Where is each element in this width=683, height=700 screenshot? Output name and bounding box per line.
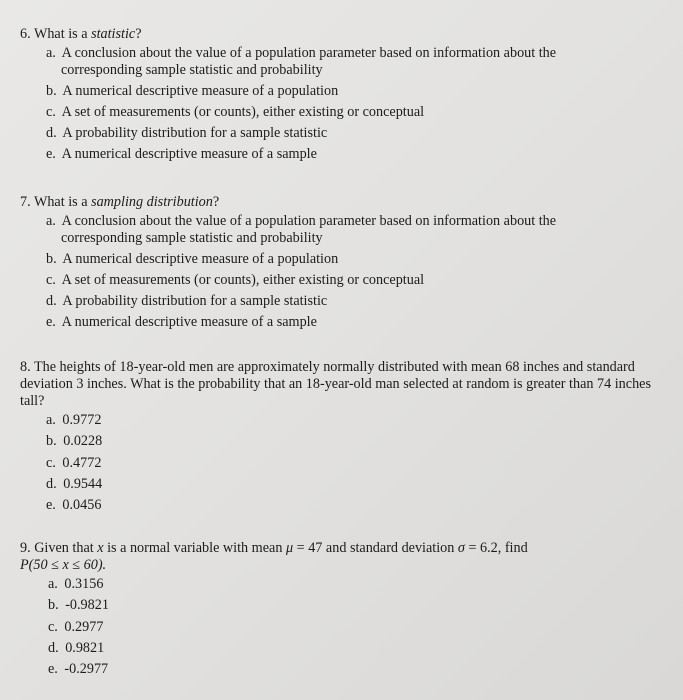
question-7-option-d: d. A probability distribution for a sample statistic <box>46 293 328 309</box>
question-6-option-a: a. A conclusion about the value of a population parameter based on information about the corresponding sample statistic and probability <box>46 45 557 78</box>
question-9-option-c: c. 0.2977 <box>48 618 104 635</box>
question-8-stem: 8. The heights of 18-year-old men are approximately normally distributed with mean 68 inches and standard deviation 3 inches. What is the probability that an 18-year-old man selected at random is greater than 74 inches tall? <box>20 359 651 409</box>
question-6 <box>20 26 670 167</box>
question-8-option-a: a. 0.9772 <box>46 412 102 428</box>
question-9-option-b: b. -0.9821 <box>48 597 109 614</box>
question-8-option-d: d. 0.9544 <box>46 475 103 492</box>
question-7-option-b: b. A numerical descriptive measure of a population <box>46 251 339 267</box>
question-6-option-e: e. A numerical descriptive measure of a sample <box>46 146 317 162</box>
question-8-option-b: b. 0.0228 <box>46 433 103 450</box>
question-6-option-b: b. A numerical descriptive measure of a population <box>46 83 339 99</box>
question-7-stem: 7. What is a sampling distribution? <box>20 194 220 210</box>
question-9 <box>20 540 670 682</box>
question-6-option-d: d. A probability distribution for a sample statistic <box>46 125 328 141</box>
question-6-option-c: c. A set of measurements (or counts), either existing or conceptual <box>46 104 425 120</box>
question-9-stem: 9. Given that x is a normal variable with mean μ = 47 and standard deviation σ = 6.2, find P(50 ≤ x ≤ 60). <box>20 540 528 573</box>
question-8-option-c: c. 0.4772 <box>46 454 102 471</box>
question-7-option-c: c. A set of measurements (or counts), either existing or conceptual <box>46 272 425 288</box>
question-9-expression: P(50 ≤ x ≤ 60). <box>20 557 107 573</box>
question-7 <box>20 194 670 335</box>
question-8-option-e: e. 0.0456 <box>46 497 102 514</box>
question-9-option-e: e. -0.2977 <box>48 661 109 678</box>
question-9-option-d: d. 0.9821 <box>48 639 105 656</box>
question-7-option-e: e. A numerical descriptive measure of a sample <box>46 314 317 330</box>
question-9-option-a: a. 0.3156 <box>48 576 104 592</box>
question-8 <box>20 359 670 518</box>
question-7-option-a: a. A conclusion about the value of a population parameter based on information about the corresponding sample statistic and probability <box>46 213 557 246</box>
question-6-stem: 6. What is a statistic? <box>20 26 142 42</box>
